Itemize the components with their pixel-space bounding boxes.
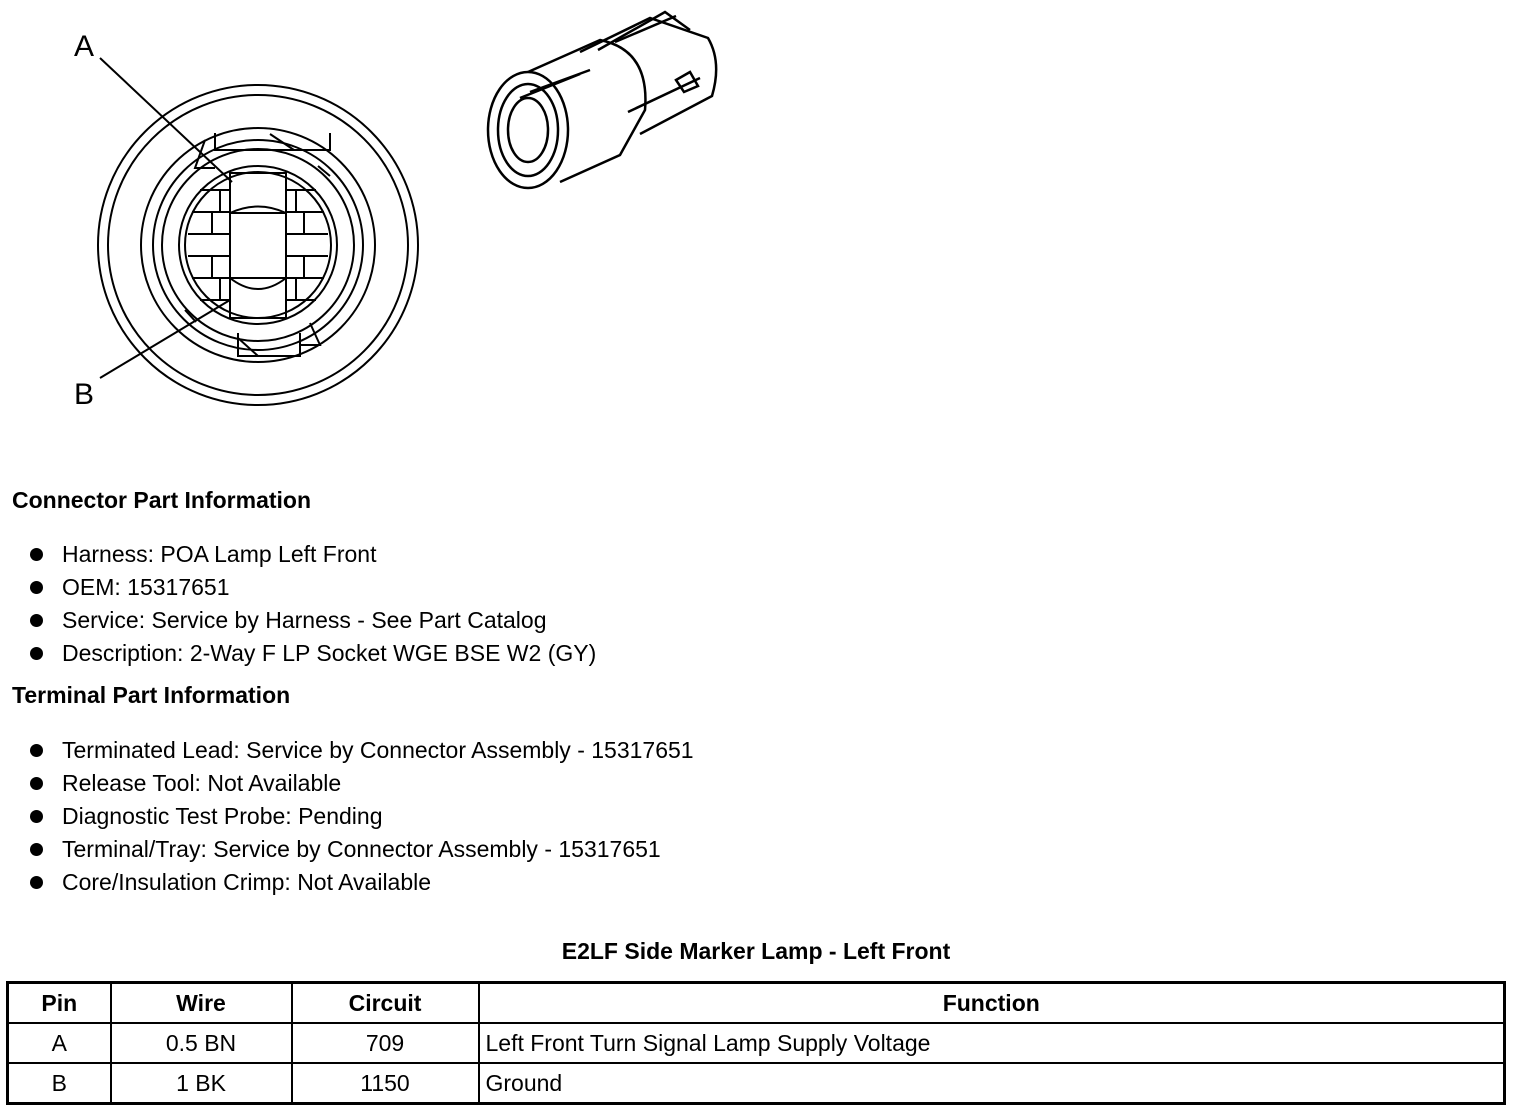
terminal-part-info-heading: Terminal Part Information xyxy=(12,682,291,708)
table-row xyxy=(8,1063,1505,1104)
circuit-cell: 709 xyxy=(292,1023,479,1063)
wire-cell: 1 BK xyxy=(111,1063,292,1104)
description-text: Description: 2-Way F LP Socket WGE BSE W2 (GY) xyxy=(62,640,597,666)
terminated-lead-text: Terminated Lead: Service by Connector Assembly - 15317651 xyxy=(62,737,694,763)
bullet-icon xyxy=(30,647,43,660)
list-item xyxy=(0,866,694,899)
connector-face-view xyxy=(98,58,418,405)
pinout-table xyxy=(6,981,1506,1105)
crimp-text: Core/Insulation Crimp: Not Available xyxy=(62,869,432,895)
table-row xyxy=(8,1023,1505,1063)
bullet-icon xyxy=(30,843,43,856)
bullet-icon xyxy=(30,876,43,889)
connector-diagram xyxy=(0,0,760,430)
circuit-cell: 1150 xyxy=(292,1063,479,1104)
terminal-part-info-list xyxy=(0,734,694,899)
harness-text: Harness: POA Lamp Left Front xyxy=(62,541,377,567)
connector-isometric-view xyxy=(488,12,716,188)
callout-b-label: B xyxy=(74,378,95,411)
list-item xyxy=(0,767,694,800)
table-title: E2LF Side Marker Lamp - Left Front xyxy=(561,938,951,964)
column-header-circuit: Circuit xyxy=(292,983,479,1024)
terminal-tray-text: Terminal/Tray: Service by Connector Assembly - 15317651 xyxy=(62,836,661,862)
bullet-icon xyxy=(30,548,43,561)
bullet-icon xyxy=(30,744,43,757)
function-cell: Left Front Turn Signal Lamp Supply Voltage xyxy=(479,1023,1505,1063)
bullet-icon xyxy=(30,581,43,594)
oem-text: OEM: 15317651 xyxy=(62,574,230,600)
list-item xyxy=(0,800,694,833)
table-header-row xyxy=(8,983,1505,1024)
column-header-pin: Pin xyxy=(8,983,111,1024)
list-item xyxy=(0,734,694,767)
test-probe-text: Diagnostic Test Probe: Pending xyxy=(62,803,383,829)
service-text: Service: Service by Harness - See Part Catalog xyxy=(62,607,547,633)
pin-cell: A xyxy=(8,1023,111,1063)
wire-cell: 0.5 BN xyxy=(111,1023,292,1063)
list-item xyxy=(0,571,596,604)
bullet-icon xyxy=(30,777,43,790)
column-header-function: Function xyxy=(479,983,1505,1024)
bullet-icon xyxy=(30,810,43,823)
connector-part-info-heading: Connector Part Information xyxy=(12,487,312,513)
bullet-icon xyxy=(30,614,43,627)
pin-cell: B xyxy=(8,1063,111,1104)
callout-a-label: A xyxy=(74,30,95,63)
list-item xyxy=(0,637,596,670)
list-item xyxy=(0,604,596,637)
connector-part-info-list xyxy=(0,538,596,670)
column-header-wire: Wire xyxy=(111,983,292,1024)
list-item xyxy=(0,833,694,866)
function-cell: Ground xyxy=(479,1063,1505,1104)
list-item xyxy=(0,538,596,571)
release-tool-text: Release Tool: Not Available xyxy=(62,770,342,796)
